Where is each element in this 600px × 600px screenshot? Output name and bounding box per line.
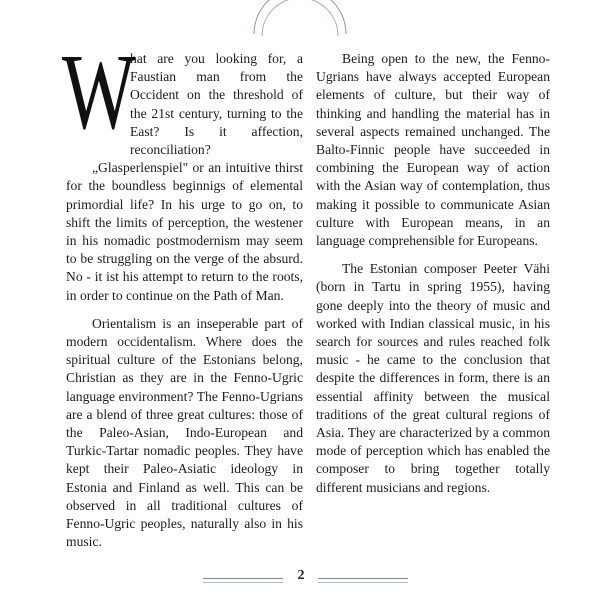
paragraph: The Estonian composer Peeter Vähi (born in Tartu in spring 1955), having gone deeply into the theory of music and worked with Indian classical music, in his search for sources and rules reached folk music - he came to the conclusion that despite the differences in form, there is an essential affinity between the musical traditions of the great cultural regions of Asia. They are characterized by a common mode of perception which has enabled the composer to bring together totally different musicians and regions.	[316, 261, 550, 495]
footer-divider	[318, 582, 408, 583]
drop-cap: W	[62, 33, 136, 152]
arc-ornament-icon	[240, 0, 360, 40]
footer-divider	[203, 578, 283, 579]
left-column	[62, 33, 303, 551]
paragraph: Orientalism is an inseperable part of modern occidentalism. Where does the spiritual culture of the Estonians belong, Christian as they are in the Fenno-Ugric language environment? The Fenno-Ugrians are a blend of three great cultures: those of the Paleo-Asian, Indo-European and Turkic-Tartar nomadic peoples. They have kept their Paleo-Asiatic ideology in Estonia and Finland as well. This can be observed in all traditional cultures of Fenno-Ugric peoples, naturally also in his music.	[66, 315, 303, 550]
footer-divider	[203, 582, 283, 583]
page-number: 2	[297, 568, 305, 583]
paragraph: hat are you looking for, a Faustian man from the Occident on the threshold of the 21st century, turning to the East? Is it affection, reconciliation?	[130, 51, 303, 158]
paragraph: Being open to the new, the Fenno-Ugrians have always accepted European elements of culture, but their way of thinking and handling the material has in several aspects remained unchanged. The Balto-Finnic people have succeeded in combining the European way of action with the Asian way of contemplation, thus making it possible to communicate Asian culture with European means, in an language comprehensible for Europeans.	[316, 51, 550, 249]
right-column	[316, 50, 550, 497]
paragraph: „Glasperlenspiel" or an intuitive thirst for the boundless beginnigs of elemental primordial life? In his urge to go on, to shift the limits of perception, the westener in his nomadic postmodernism may seem to be struggling on the verge of the absurd. No - it ist his attempt to return to the roots, in order to continue on the Path of Man.	[66, 160, 303, 303]
footer-divider	[318, 578, 408, 579]
